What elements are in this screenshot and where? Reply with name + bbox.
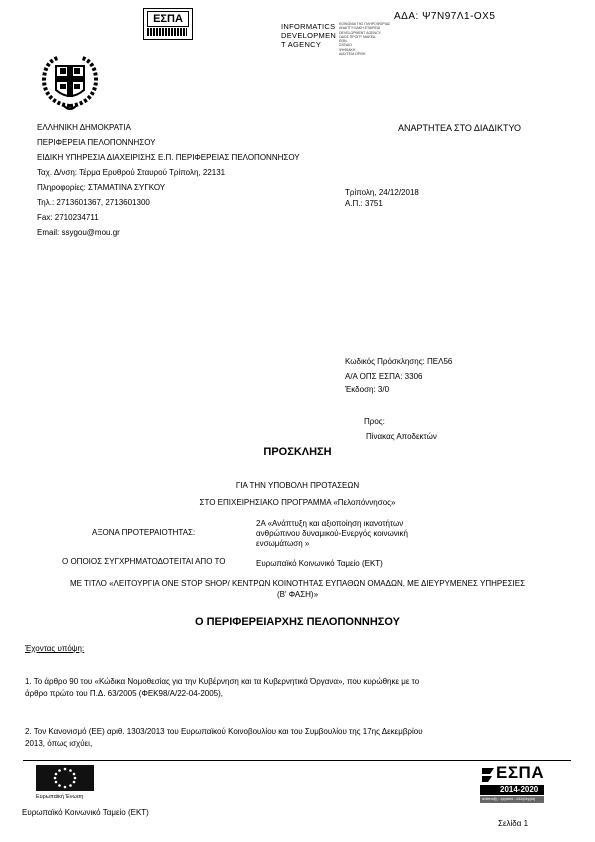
protocol-number: Α.Π.: 3751 xyxy=(345,199,383,208)
document-title: ΠΡΟΣΚΛΗΣΗ xyxy=(263,446,332,458)
recipient-label: Προς: xyxy=(364,417,385,426)
espa-footer-text: ΕΣΠΑ xyxy=(496,763,545,782)
espa-footer-tagline: ανάπτυξη - εργασία - αλληλεγγύη xyxy=(482,797,536,801)
espa-footer-years: 2014-2020 xyxy=(500,785,539,794)
espa-top-logo-text: ΕΣΠΑ xyxy=(147,11,189,27)
espa-top-logo-strip xyxy=(147,28,187,36)
sender-contact: Πληροφορίες: ΣΤΑΜΑΤΙΝΑ ΣΥΓΚΟΥ xyxy=(37,183,166,192)
ada-code: ΑΔΑ: Ψ7Ν97Λ1-ΟΧ5 xyxy=(394,11,496,22)
recipient-value: Πίνακας Αποδεκτών xyxy=(366,432,437,441)
ops-number: Α/Α ΟΠΣ ΕΣΠΑ: 3306 xyxy=(345,372,423,381)
fund-value: Ευρωπαϊκό Κοινωνικό Ταμείο (ΕΚΤ) xyxy=(256,559,383,568)
eu-label: Ευρωπαϊκή Ένωση xyxy=(36,794,84,800)
regional-governor-heading: Ο ΠΕΡΙΦΕΡΕΙΑΡΧΗΣ ΠΕΛΟΠΟΝΝΗΣΟΥ xyxy=(195,616,400,628)
call-title-line1: ΜΕ ΤΙΤΛΟ «ΛΕΙΤΟΥΡΓΙΑ ONE STOP SHOP/ ΚΕΝΤΡΩΝ ΚΟΙΝΟΤΗΤΑΣ ΕΥΠΑΘΩΝ ΟΜΑΔΩΝ, ΜΕ ΔΙΕΥΡΥΜΕΝΕΣ ΥΠΗΡΕΣΙΕΣ xyxy=(69,579,526,588)
subtitle-submission: ΓΙΑ ΤΗΝ ΥΠΟΒΟΛΗ ΠΡΟΤΑΣΕΩΝ xyxy=(235,481,360,490)
axis-label: ΑΞΟΝΑ ΠΡΟΤΕΡΑΙΟΤΗΤΑΣ: xyxy=(92,528,196,537)
call-code: Κωδικός Πρόσκλησης: ΠΕΛ56 xyxy=(345,357,453,366)
greek-emblem-icon xyxy=(38,54,102,116)
date-place: Τρίπολη, 24/12/2018 xyxy=(345,188,419,197)
subtitle-programme: ΣΤΟ ΕΠΙΧΕΙΡΗΣΙΑΚΟ ΠΡΟΓΡΑΜΜΑ «Πελοπόννησος» xyxy=(199,498,396,507)
item-2-line1: 2. Τον Κανονισμό (ΕΕ) αριθ. 1303/2013 του Ευρωπαϊκού Κοινοβουλίου και του Συμβουλίου της 17ης Δεκεμβρίου xyxy=(25,727,423,736)
espa-top-logo xyxy=(143,8,193,40)
axis-value: 2Α «Ανάπτυξη και αξιοποίηση ικανοτήτων ανθρώπινου δυναμικού-Ενεργός κοινωνική ενσωμάτωση » xyxy=(256,519,408,548)
sender-line-service: ΕΙΔΙΚΗ ΥΠΗΡΕΣΙΑ ΔΙΑΧΕΙΡΙΣΗΣ Ε.Π. ΠΕΡΙΦΕΡΕΙΑΣ ΠΕΛΟΠΟΝΝΗΣΟΥ xyxy=(37,153,300,162)
info-dev-logo-text: INFORMATICS DEVELOPMEN T AGENCY xyxy=(281,22,337,49)
sender-phone: Τηλ.: 2713601367, 2713601300 xyxy=(37,198,150,207)
info-dev-small-print: ΚΟΙΝΩΝΙΑ ΤΗΣ ΠΛΗΡΟΦΟΡΙΑΣ ΑΝΑΠΤΥΞΙΑΚΗ ΕΤΑΙΡΕΙΑ DEVELOPMENT AGENCY ΟΔΟΣ ΠΡΟΓΡ. ΜΑΚΕΔ. ΕΘΝ. ΣΧΕΔΙΟ ΨΗΦΙΑΚΗ ΔΙΑΥΓΕΙΑ ΟΡΘΗ xyxy=(339,22,391,57)
considering-label: Έχοντας υπόψη: xyxy=(25,644,85,653)
footer-fund-label: Ευρωπαϊκό Κοινωνικό Ταμείο (ΕΚΤ) xyxy=(22,808,149,817)
posting-notice: ΑΝΑΡΤΗΤΕΑ ΣΤΟ ΔΙΑΔΙΚΤΥΟ xyxy=(398,123,521,133)
sender-email: Email: ssygou@mou.gr xyxy=(37,228,120,237)
sender-line-region: ΠΕΡΙΦΕΡΕΙΑ ΠΕΛΟΠΟΝΝΗΣΟΥ xyxy=(37,138,156,147)
sender-fax: Fax: 2710234711 xyxy=(37,213,99,222)
eu-flag-icon xyxy=(36,765,94,791)
espa-footer-logo xyxy=(480,762,544,804)
item-1-line2: άρθρο πρώτο του Π.Δ. 63/2005 (ΦΕΚ98/Α/22-04-2005), xyxy=(25,689,223,698)
item-1-line1: 1. Το άρθρο 90 του «Κώδικα Νομοθεσίας για την Κυβέρνηση και τα Κυβερνητικά Όργανα», που κυρώθηκε με το xyxy=(25,677,420,686)
fund-label: Ο ΟΠΟΙΟΣ ΣΥΓΧΡΗΜΑΤΟΔΟΤΕΙΤΑΙ ΑΠΟ ΤΟ xyxy=(62,557,226,566)
page-number: Σελίδα 1 xyxy=(498,819,529,828)
footer-divider xyxy=(23,760,571,761)
version: Έκδοση: 3/0 xyxy=(345,385,390,394)
item-2-line2: 2013, όπως ισχύει, xyxy=(25,739,93,748)
call-title-line2: (Β' ΦΑΣΗ)» xyxy=(276,590,319,599)
sender-line-republic: ΕΛΛΗΝΙΚΗ ΔΗΜΟΚΡΑΤΙΑ xyxy=(37,123,131,132)
sender-address: Ταχ. Δ/νση: Τέρμα Ερυθρού Σταυρού Τρίπολη, 22131 xyxy=(37,168,226,177)
